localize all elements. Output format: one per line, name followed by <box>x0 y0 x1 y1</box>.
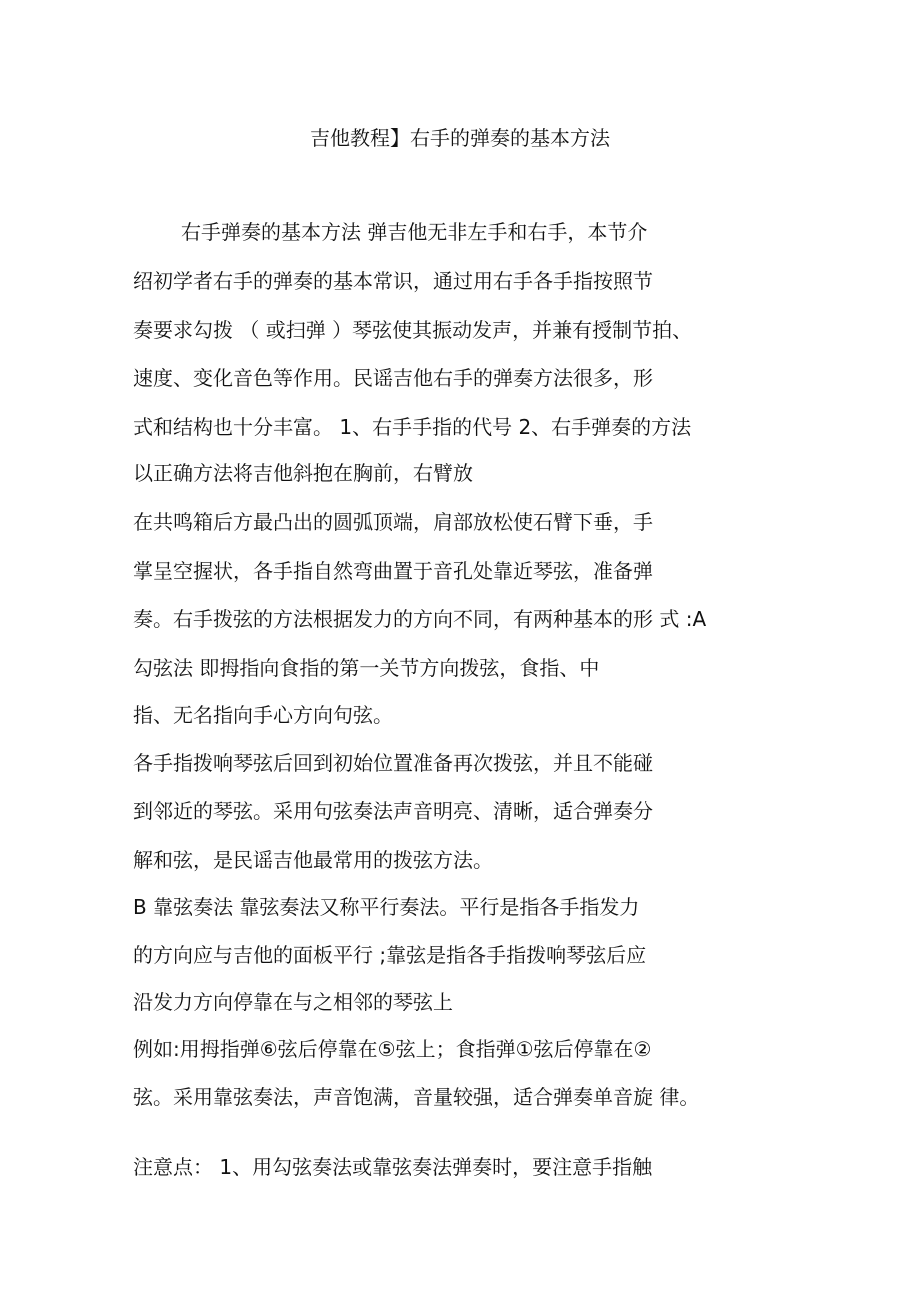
paragraph-line: 掌呈空握状，各手指自然弯曲置于音孔处靠近琴弦，准备弹 <box>133 559 653 583</box>
document-title: 吉他教程】右手的弹奏的基本方法 <box>310 126 610 150</box>
paragraph-line: 式和结构也十分丰富。 1、右手手指的代号 2、右手弹奏的方法 <box>133 415 692 439</box>
paragraph-line: 右手弹奏的基本方法 弹吉他无非左手和右手，本节介 <box>181 220 648 244</box>
paragraph-line: 指、无名指向手心方向句弦。 <box>133 703 393 727</box>
paragraph-line: 各手指拨响琴弦后回到初始位置准备再次拨弦，并且不能碰 <box>133 751 653 775</box>
paragraph-line: 注意点： 1、用勾弦奏法或靠弦奏法弹奏时，要注意手指触 <box>133 1155 653 1179</box>
paragraph-line: 奏。右手拨弦的方法根据发力的方向不同，有两种基本的形 式 :A <box>133 607 707 631</box>
paragraph-line: 绍初学者右手的弹奏的基本常识，通过用右手各手指按照节 <box>133 269 653 293</box>
paragraph-line: 以正确方法将吉他斜抱在胸前，右臂放 <box>133 461 473 485</box>
paragraph-line: 在共鸣箱后方最凸出的圆弧顶端，肩部放松使石臂下垂，手 <box>133 510 653 534</box>
paragraph-line: 解和弦，是民谣吉他最常用的拨弦方法。 <box>133 848 493 872</box>
paragraph-line: B 靠弦奏法 靠弦奏法又称平行奏法。平行是指各手指发力 <box>133 895 640 919</box>
paragraph-line: 速度、变化音色等作用。民谣吉他右手的弹奏方法很多，形 <box>133 366 653 390</box>
paragraph-line: 勾弦法 即拇指向食指的第一关节方向拨弦，食指、中 <box>133 656 600 680</box>
paragraph-line: 奏要求勾拨 （ 或扫弹 ）琴弦使其振动发声，并兼有授制节拍、 <box>133 318 693 342</box>
paragraph-line: 到邻近的琴弦。采用句弦奏法声音明亮、清晰，适合弹奏分 <box>133 799 653 823</box>
paragraph-line: 弦。采用靠弦奏法，声音饱满，音量较强，适合弹奏单音旋 律。 <box>133 1085 700 1109</box>
paragraph-line: 的方向应与吉他的面板平行 ;靠弦是指各手指拨响琴弦后应 <box>133 943 647 967</box>
paragraph-line: 沿发力方向停靠在与之相邻的琴弦上 <box>133 990 453 1014</box>
paragraph-line: 例如:用拇指弹⑥弦后停靠在⑤弦上；食指弹①弦后停靠在② <box>133 1037 652 1061</box>
